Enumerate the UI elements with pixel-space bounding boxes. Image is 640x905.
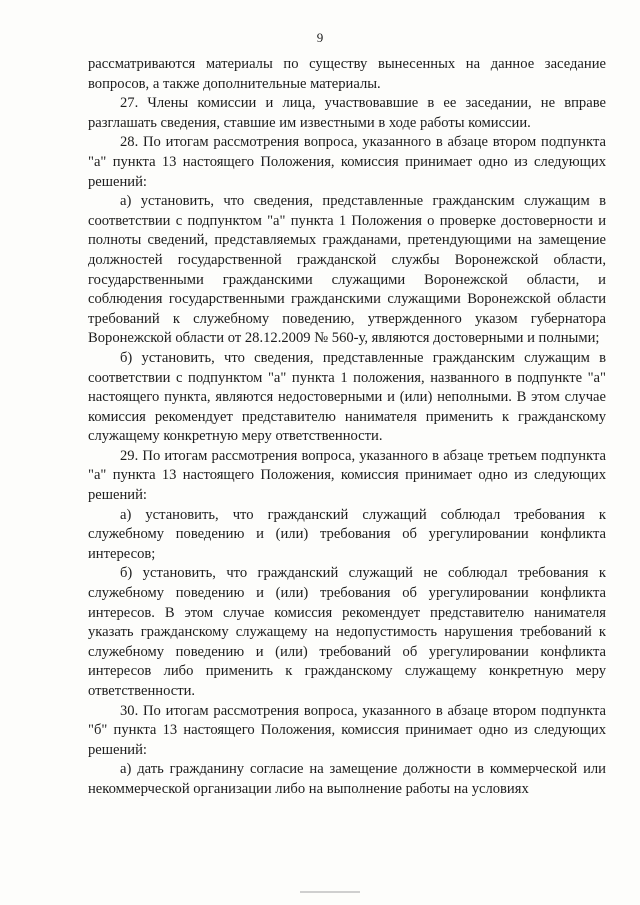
paragraph-item-29: 29. По итогам рассмотрения вопроса, указанного в абзаце третьем подпункта "а" пункта 13 настоящего Положения, комиссия принимает одно из следующих решений:	[88, 447, 606, 504]
page-number: 9	[316, 30, 324, 45]
paragraph-30-a: а) дать гражданину согласие на замещение должности в коммерческой или некоммерческой организации либо на выполнение работы на условиях	[88, 761, 606, 797]
paragraph-28-a: а) установить, что сведения, представленные гражданским служащим в соответствии с подпунктом "а" пункта 1 Положения о проверке достоверности и полноты сведений, представляемых гражданами, претендующими на замещение должностей государственной гражданской службы Воронежской области, государственными гражданскими служащими Воронежской области, и соблюдения государственными гражданскими служащими Воронежской области требований к служебному поведению, утвержденного указом губернатора Воронежской области от 28.12.2009 № 560-у, являются достоверными и полными;	[88, 193, 606, 347]
paragraph-item-27: 27. Члены комиссии и лица, участвовавшие в ее заседании, не вправе разглашать сведения, ставшие им известными в ходе работы комиссии.	[88, 95, 606, 131]
paragraph-29-a: а) установить, что гражданский служащий соблюдал требования к служебному поведению и (или) требования об урегулировании конфликта интересов;	[88, 506, 606, 562]
paragraph-continuation: рассматриваются материалы по существу вынесенных на данное заседание вопросов, а также дополнительные материалы.	[88, 56, 606, 92]
paragraph-28-b: б) установить, что сведения, представленные гражданским служащим в соответствии с подпунктом "а" пункта 1 положения, названного в подпункте "а" настоящего пункта, являются недостоверными и (или) неполными. В этом случае комиссия рекомендует представителю нанимателя применить к гражданскому служащему конкретную меру ответственности.	[88, 349, 606, 445]
paragraph-item-28: 28. По итогам рассмотрения вопроса, указанного в абзаце втором подпункта "а" пункта 13 настоящего Положения, комиссия принимает одно из следующих решений:	[88, 134, 606, 190]
document-body	[88, 55, 606, 800]
paragraph-item-30: 30. По итогам рассмотрения вопроса, указанного в абзаце втором подпункта "б" пункта 13 настоящего Положения, комиссия принимает одно из следующих решений:	[88, 702, 606, 758]
scan-artifact	[300, 891, 360, 893]
paragraph-29-b: б) установить, что гражданский служащий не соблюдал требования к служебному поведению и (или) требования об урегулировании конфликта интересов. В этом случае комиссия рекомендует представителю нанимателя указать гражданскому служащему на недопустимость нарушения требований к служебному поведению и (или) требований об урегулировании конфликта интересов либо применить к гражданскому служащему конкретную меру ответственности.	[88, 565, 606, 699]
